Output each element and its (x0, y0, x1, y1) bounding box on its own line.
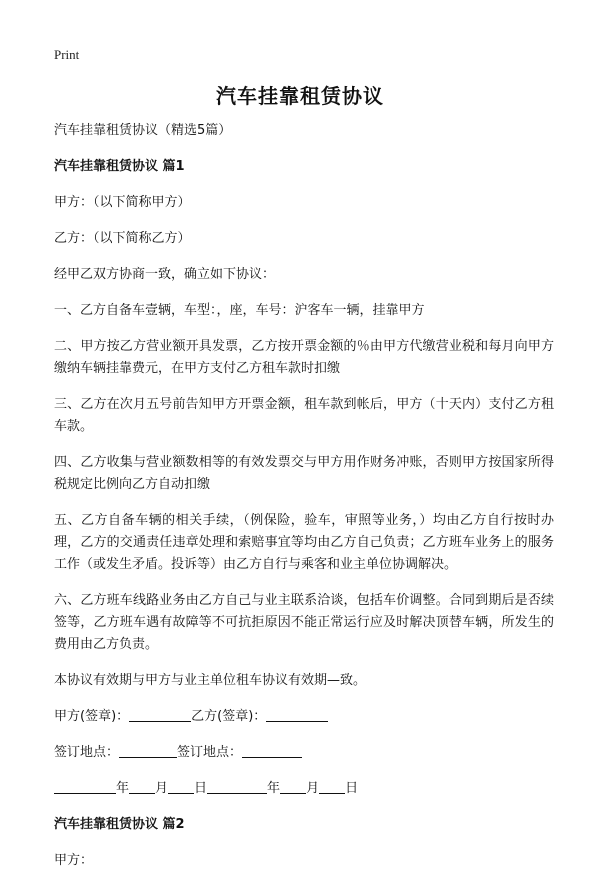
print-label[interactable]: Print (54, 47, 80, 62)
clause-4: 四、乙方收集与营业额数相等的有效发票交与甲方用作财务冲账，否则甲方按国家所得税规定比例向乙方自动扣缴 (54, 455, 554, 492)
clause-6: 六、乙方班车线路业务由乙方自己与业主联系洽谈，包括车价调整。合同到期后是否续签等，乙方班车遇有故障等不可抗拒原因不能正常运行应及时解决顶替车辆，所发生的费用由乙方负责。 (54, 593, 554, 652)
party-a-line: 甲方：（以下简称甲方） (54, 195, 191, 210)
place-line (54, 742, 554, 764)
agreement-intro: 经甲乙双方协商一致，确立如下协议： (54, 267, 276, 282)
place-a-label: 签订地点： (54, 745, 120, 760)
signature-line (54, 706, 554, 728)
year-b-blank (207, 779, 267, 794)
place-b-label: 签订地点： (177, 745, 243, 760)
sign-a-label: 甲方(签章)： (54, 709, 130, 724)
month-b-label: 月 (306, 781, 320, 796)
page-title: 汽车挂靠租赁协议 (216, 84, 384, 108)
document-subtitle: 汽车挂靠租赁协议（精选5篇） (54, 123, 232, 138)
month-a-label: 月 (155, 781, 169, 796)
section-heading-1: 汽车挂靠租赁协议 篇1 (54, 159, 185, 174)
validity-statement: 本协议有效期与甲方与业主单位租车协议有效期—致。 (54, 673, 367, 688)
document-body (54, 120, 554, 882)
sign-b-blank (266, 707, 328, 722)
date-line (54, 778, 554, 800)
year-b-label: 年 (267, 781, 281, 796)
clause-5: 五、乙方自备车辆的相关手续，（例保险，验车，审照等业务，）均由乙方自行按时办理，乙方的交通责任违章处理和索赔事宜等均由乙方自己负责；乙方班车业务上的服务工作（或发生矛盾。投诉等）由乙方自行与乘客和业主单位协调解决。 (54, 513, 554, 572)
clause-3: 三、乙方在次月五号前告知甲方开票金额，租车款到帐后，甲方（十天内）支付乙方租车款。 (54, 397, 554, 434)
year-a-label: 年 (116, 781, 130, 796)
clause-1: 一、乙方自备车壹辆，车型：，座，车号：沪客车一辆，挂靠甲方 (54, 303, 425, 318)
day-b-label: 日 (345, 781, 359, 796)
party-b-line: 乙方：（以下简称乙方） (54, 231, 191, 246)
sign-b-label: 乙方(签章)： (191, 709, 267, 724)
section2-party-a-line: 甲方： (54, 853, 94, 868)
clause-2: 二、甲方按乙方营业额开具发票，乙方按开票金额的％由甲方代缴营业税和每月向甲方缴纳车辆挂靠费元，在甲方支付乙方租车款时扣缴 (54, 339, 554, 376)
day-b-blank (319, 779, 345, 794)
month-a-blank (129, 779, 155, 794)
month-b-blank (280, 779, 306, 794)
day-a-label: 日 (194, 781, 208, 796)
year-a-blank (54, 779, 116, 794)
section-heading-2: 汽车挂靠租赁协议 篇2 (54, 817, 185, 832)
sign-a-blank (129, 707, 191, 722)
place-a-blank (119, 743, 177, 758)
day-a-blank (168, 779, 194, 794)
place-b-blank (242, 743, 302, 758)
